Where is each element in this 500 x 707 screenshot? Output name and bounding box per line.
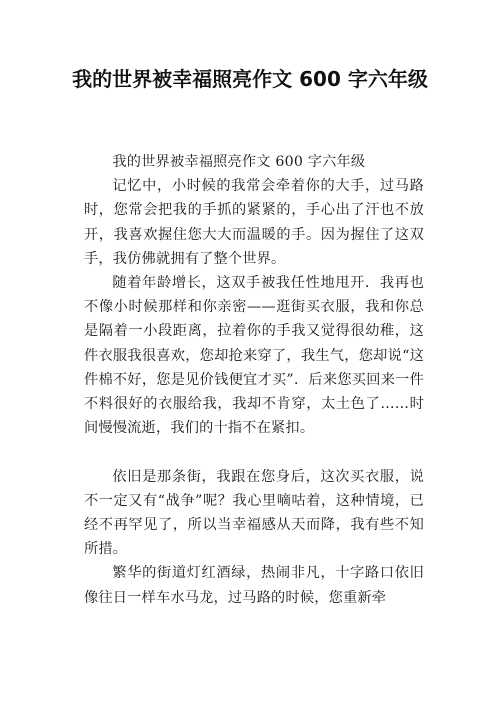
body-paragraph: 记忆中，小时候的我常会牵着你的大手，过马路时，您常会把我的手抓的紧紧的，手心出了汗也不放开，我喜欢握住您大大而温暖的手。因为握住了这双手，我仿佛就拥有了整个世界。 [84,178,424,267]
paragraph-gap [84,440,424,464]
body-paragraph: 繁华的街道灯红酒绿，热闹非凡，十字路口依旧像往日一样车水马龙，过马路的时候，您重新牵 [84,565,424,606]
body-paragraph: 依旧是那条街，我跟在您身后，这次买衣服，说不一定又有“战争”呢？我心里嘀咕着，这种情境，已经不再罕见了，所以当幸福感从天而降，我有些不知所措。 [84,468,424,558]
document-title: 我的世界被幸福照亮作文 600 字六年级 [72,67,428,91]
subtitle-paragraph: 我的世界被幸福照亮作文 600 字六年级 [112,154,366,170]
body-paragraph: 随着年龄增长，这双手被我任性地甩开．我再也不像小时候那样和你亲密——逛街买衣服，我和你总是隔着一小段距离，拉着你的手我又觉得很幼稚，这件衣服我很喜欢，您却抢来穿了，我生气，您却说“这件棉不好，您是见价钱便宜才买”．后来您买回来一件不料很好的衣服给我，我却不肯穿，太土色了……时间慢慢流逝，我们的十指不在紧扣。 [84,275,424,437]
document-body [84,150,424,610]
